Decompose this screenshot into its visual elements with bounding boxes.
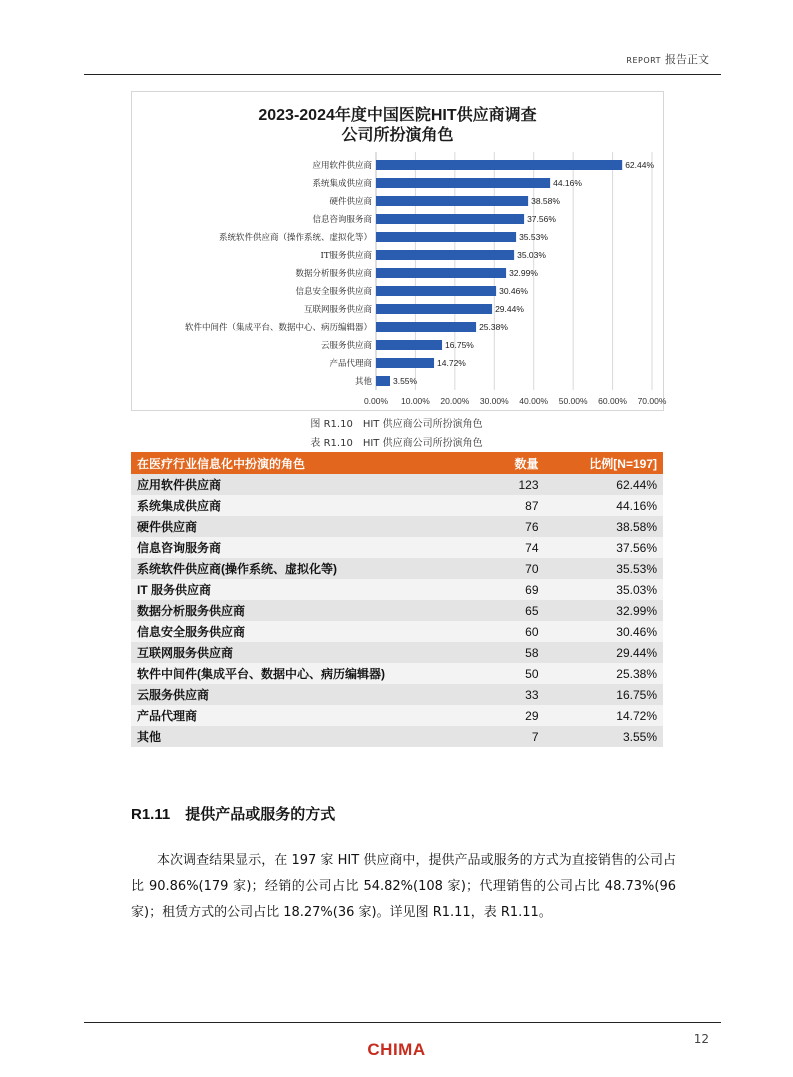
x-tick-label: 0.00% xyxy=(363,396,389,406)
value-label: 35.53% xyxy=(519,232,548,242)
row-role: 信息安全服务供应商 xyxy=(131,621,480,642)
section-heading: R1.11 提供产品或服务的方式 xyxy=(131,806,336,823)
table-row xyxy=(131,663,663,684)
row-role: 硬件供应商 xyxy=(131,516,480,537)
body-paragraph: 本次调查结果显示，在 197 家 HIT 供应商中，提供产品或服务的方式为直接销售的公司占比 90.86%(179 家)；经销的公司占比 54.82%(108 家)；代理销售的公司占比 48.73%(96 家)；租赁方式的公司占比 18.27%(36 家)。详见图 R1.11，表 R1.11。 xyxy=(131,853,676,920)
table-row xyxy=(131,558,663,579)
row-ratio: 25.38% xyxy=(545,663,663,684)
table-row xyxy=(131,684,663,705)
row-count: 50 xyxy=(480,663,544,684)
bar-chart xyxy=(131,91,667,411)
chart-title-line-2: 公司所扮演角色 xyxy=(341,127,454,144)
value-label: 16.75% xyxy=(445,340,474,350)
row-count: 74 xyxy=(480,537,544,558)
row-ratio: 14.72% xyxy=(545,705,663,726)
category-label: 系统集成供应商 xyxy=(312,179,372,189)
row-ratio: 30.46% xyxy=(545,621,663,642)
row-count: 87 xyxy=(480,495,544,516)
table-row xyxy=(131,705,663,726)
row-role: 软件中间件(集成平台、数据中心、病历编辑器) xyxy=(131,663,480,684)
header-rule xyxy=(84,74,721,75)
value-label: 38.58% xyxy=(531,196,560,206)
row-count: 29 xyxy=(480,705,544,726)
row-ratio: 35.53% xyxy=(545,558,663,579)
figure-caption: 图 R1.10 HIT 供应商公司所扮演角色 xyxy=(310,419,483,430)
table-row xyxy=(131,495,663,516)
row-role: 产品代理商 xyxy=(131,705,480,726)
chart-title-line-1: 2023-2024年度中国医院HIT供应商调查 xyxy=(258,107,537,124)
row-count: 123 xyxy=(480,474,544,495)
bar xyxy=(376,304,492,314)
value-label: 37.56% xyxy=(527,214,556,224)
value-label: 30.46% xyxy=(499,286,528,296)
category-label: 产品代理商 xyxy=(329,359,372,369)
bar xyxy=(376,214,524,224)
footer-rule xyxy=(84,1022,721,1023)
row-role: 系统集成供应商 xyxy=(131,495,480,516)
value-label: 14.72% xyxy=(437,358,466,368)
table-row xyxy=(131,516,663,537)
category-label: 软件中间件（集成平台、数据中心、病历编辑器） xyxy=(184,323,372,333)
row-ratio: 44.16% xyxy=(545,495,663,516)
table-row xyxy=(131,600,663,621)
table-row xyxy=(131,537,663,558)
header-ratio: 比例[N=197] xyxy=(545,452,663,474)
category-label: 应用软件供应商 xyxy=(312,161,372,171)
row-role: IT 服务供应商 xyxy=(131,579,480,600)
category-label: 其他 xyxy=(354,377,372,387)
row-ratio: 3.55% xyxy=(545,726,663,747)
row-role: 其他 xyxy=(131,726,480,747)
row-count: 33 xyxy=(480,684,544,705)
header-role: 在医疗行业信息化中扮演的角色 xyxy=(131,452,480,474)
page-number: 12 xyxy=(693,1032,709,1046)
value-label: 62.44% xyxy=(625,160,655,170)
bar xyxy=(376,286,496,296)
category-label: 云服务供应商 xyxy=(320,341,372,351)
roles-table xyxy=(131,452,663,747)
table-row xyxy=(131,474,663,495)
bar xyxy=(376,160,622,170)
x-tick-label: 60.00% xyxy=(598,396,627,406)
category-label: IT服务供应商 xyxy=(320,251,372,261)
row-role: 应用软件供应商 xyxy=(131,474,480,495)
report-label-en: REPORT xyxy=(626,56,661,65)
bar xyxy=(376,250,514,260)
table-row xyxy=(131,726,663,747)
bar xyxy=(376,340,442,350)
bar xyxy=(376,178,550,188)
row-count: 69 xyxy=(480,579,544,600)
row-role: 数据分析服务供应商 xyxy=(131,600,480,621)
row-count: 7 xyxy=(480,726,544,747)
row-ratio: 35.03% xyxy=(545,579,663,600)
value-label: 3.55% xyxy=(392,376,418,386)
chart-plot xyxy=(132,92,667,410)
row-count: 70 xyxy=(480,558,544,579)
x-tick-label: 20.00% xyxy=(440,396,470,406)
row-ratio: 37.56% xyxy=(545,537,663,558)
bar xyxy=(376,376,390,386)
row-ratio: 62.44% xyxy=(545,474,663,495)
value-label: 32.99% xyxy=(509,268,538,278)
row-role: 信息咨询服务商 xyxy=(131,537,480,558)
row-count: 58 xyxy=(480,642,544,663)
row-count: 60 xyxy=(480,621,544,642)
row-ratio: 29.44% xyxy=(545,642,663,663)
category-label: 系统软件供应商（操作系统、虚拟化等） xyxy=(218,233,372,243)
x-tick-label: 40.00% xyxy=(519,396,549,406)
x-tick-label: 10.00% xyxy=(401,396,430,406)
bar xyxy=(376,196,528,206)
category-label: 信息咨询服务商 xyxy=(312,215,372,225)
bar xyxy=(376,268,506,278)
row-ratio: 38.58% xyxy=(545,516,663,537)
table-header-row xyxy=(131,452,663,474)
row-ratio: 16.75% xyxy=(545,684,663,705)
value-label: 29.44% xyxy=(495,304,524,314)
x-tick-label: 30.00% xyxy=(479,396,509,406)
value-label: 25.38% xyxy=(479,322,508,332)
report-label-cn: 报告正文 xyxy=(665,53,709,66)
table-row xyxy=(131,621,663,642)
bar xyxy=(376,322,476,332)
x-tick-label: 70.00% xyxy=(637,396,667,406)
bar xyxy=(376,232,516,242)
row-ratio: 32.99% xyxy=(545,600,663,621)
table-row xyxy=(131,642,663,663)
table-body xyxy=(131,474,663,747)
x-tick-label: 50.00% xyxy=(558,396,588,406)
header-count: 数量 xyxy=(480,452,544,474)
row-count: 65 xyxy=(480,600,544,621)
bar xyxy=(376,358,434,368)
value-label: 35.03% xyxy=(517,250,546,260)
category-label: 信息安全服务供应商 xyxy=(295,287,372,297)
row-role: 互联网服务供应商 xyxy=(131,642,480,663)
value-label: 44.16% xyxy=(553,178,582,188)
category-label: 数据分析服务供应商 xyxy=(295,269,372,279)
report-label xyxy=(626,51,709,67)
row-count: 76 xyxy=(480,516,544,537)
row-role: 系统软件供应商(操作系统、虚拟化等) xyxy=(131,558,480,579)
chima-logo: CHIMA xyxy=(367,1040,426,1059)
table-caption: 表 R1.10 HIT 供应商公司所扮演角色 xyxy=(310,438,483,449)
category-label: 硬件供应商 xyxy=(329,197,372,207)
category-label: 互联网服务供应商 xyxy=(303,305,372,315)
table-row xyxy=(131,579,663,600)
row-role: 云服务供应商 xyxy=(131,684,480,705)
